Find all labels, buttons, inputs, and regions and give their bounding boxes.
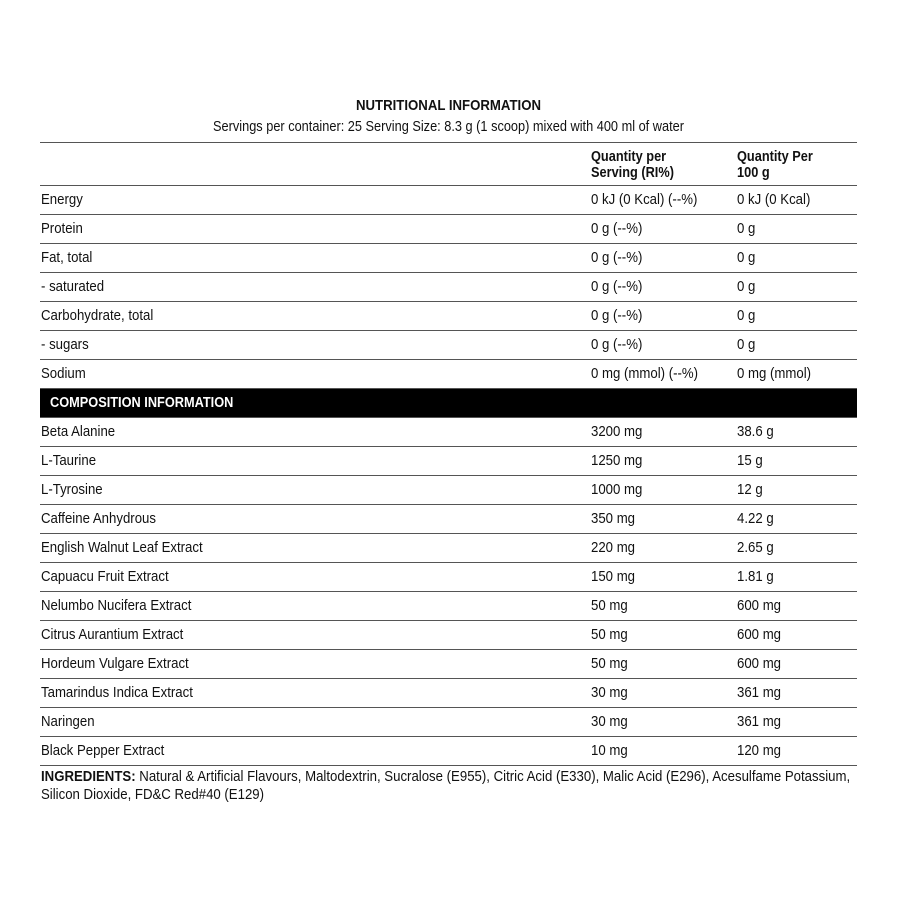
row-per-100g: 0 g	[737, 249, 756, 266]
serving-info: Servings per container: 25 Serving Size: 8.3 g (1 scoop) mixed with 400 ml of water	[213, 119, 684, 135]
per-serving-header	[591, 149, 674, 181]
per-100g-header-line2: 100 g	[737, 165, 770, 181]
row-name: Sodium	[41, 365, 86, 382]
column-header-row	[40, 143, 857, 186]
row-name: Fat, total	[41, 249, 93, 266]
row-per-serving: 50 mg	[591, 597, 628, 614]
ingredients-section	[41, 768, 900, 804]
table-row	[40, 273, 857, 302]
row-name: Black Pepper Extract	[41, 742, 165, 759]
row-per-100g: 361 mg	[737, 684, 782, 701]
row-per-serving: 50 mg	[591, 655, 628, 672]
row-per-100g: 4.22 g	[737, 510, 774, 527]
table-row	[40, 302, 857, 331]
row-per-100g: 0 g	[737, 307, 756, 324]
row-per-serving: 1000 mg	[591, 481, 643, 498]
row-per-serving: 0 g (--%)	[591, 220, 643, 237]
panel-title: NUTRITIONAL INFORMATION	[355, 97, 542, 114]
row-per-100g: 0 g	[737, 220, 756, 237]
per-serving-header-line2: Serving (RI%)	[591, 165, 674, 181]
ingredients-text: Natural & Artificial Flavours, Maltodextrin, Sucralose (E955), Citric Acid (E330), Malic Acid (E296), Acesulfame Potassium, Silicon Dioxide, FD&C Red#40 (E129)	[41, 768, 851, 803]
row-per-100g: 0 g	[737, 336, 756, 353]
row-name: Energy	[41, 191, 83, 208]
row-per-serving: 0 mg (mmol) (--%)	[591, 365, 699, 382]
table-row	[40, 476, 857, 505]
table-row	[40, 244, 857, 273]
nutrition-panel	[40, 96, 857, 766]
row-per-serving: 0 g (--%)	[591, 278, 643, 295]
row-per-serving: 10 mg	[591, 742, 628, 759]
table-row	[40, 534, 857, 563]
nutrition-table	[40, 186, 857, 389]
table-row	[40, 505, 857, 534]
composition-title: COMPOSITION INFORMATION	[50, 395, 234, 411]
row-per-serving: 0 g (--%)	[591, 307, 643, 324]
table-row	[40, 592, 857, 621]
table-row	[40, 563, 857, 592]
row-per-serving: 150 mg	[591, 568, 636, 585]
row-per-100g: 0 kJ (0 Kcal)	[737, 191, 811, 208]
row-name: Protein	[41, 220, 83, 237]
table-row	[40, 621, 857, 650]
row-per-100g: 1.81 g	[737, 568, 774, 585]
table-row	[40, 360, 857, 389]
row-name: L-Tyrosine	[41, 481, 103, 498]
ingredients-label: INGREDIENTS:	[41, 768, 136, 785]
row-per-serving: 0 g (--%)	[591, 336, 643, 353]
row-name: Nelumbo Nucifera Extract	[41, 597, 192, 614]
table-row	[40, 186, 857, 215]
table-row	[40, 737, 857, 766]
row-per-100g: 0 mg (mmol)	[737, 365, 812, 382]
row-per-serving: 0 g (--%)	[591, 249, 643, 266]
table-row	[40, 215, 857, 244]
row-name: Capuacu Fruit Extract	[41, 568, 169, 585]
row-per-100g: 600 mg	[737, 597, 782, 614]
row-per-100g: 38.6 g	[737, 423, 774, 440]
row-name: Beta Alanine	[41, 423, 116, 440]
row-per-100g: 600 mg	[737, 655, 782, 672]
row-per-serving: 0 kJ (0 Kcal) (--%)	[591, 191, 698, 208]
row-per-serving: 3200 mg	[591, 423, 643, 440]
table-row	[40, 708, 857, 737]
row-per-100g: 2.65 g	[737, 539, 774, 556]
per-serving-header-line1: Quantity per	[591, 149, 667, 165]
row-per-serving: 50 mg	[591, 626, 628, 643]
table-row	[40, 418, 857, 447]
row-per-serving: 220 mg	[591, 539, 636, 556]
row-per-100g: 120 mg	[737, 742, 782, 759]
row-per-100g: 600 mg	[737, 626, 782, 643]
row-name: English Walnut Leaf Extract	[41, 539, 203, 556]
row-per-100g: 361 mg	[737, 713, 782, 730]
row-name: Carbohydrate, total	[41, 307, 154, 324]
row-name: - sugars	[41, 336, 89, 353]
row-name: Tamarindus Indica Extract	[41, 684, 193, 701]
row-name: Caffeine Anhydrous	[41, 510, 156, 527]
table-row	[40, 447, 857, 476]
row-per-100g: 15 g	[737, 452, 763, 469]
row-name: Hordeum Vulgare Extract	[41, 655, 189, 672]
row-name: Citrus Aurantium Extract	[41, 626, 184, 643]
composition-header	[40, 389, 857, 418]
table-row	[40, 331, 857, 360]
row-name: L-Taurine	[41, 452, 97, 469]
per-100g-header-line1: Quantity Per	[737, 149, 813, 165]
per-100g-header	[737, 149, 813, 181]
row-per-serving: 30 mg	[591, 684, 628, 701]
table-row	[40, 679, 857, 708]
row-per-serving: 30 mg	[591, 713, 628, 730]
table-row	[40, 650, 857, 679]
composition-table	[40, 418, 857, 766]
row-per-100g: 12 g	[737, 481, 763, 498]
row-name: - saturated	[41, 278, 105, 295]
row-per-100g: 0 g	[737, 278, 756, 295]
row-name: Naringen	[41, 713, 95, 730]
row-per-serving: 1250 mg	[591, 452, 643, 469]
row-per-serving: 350 mg	[591, 510, 636, 527]
